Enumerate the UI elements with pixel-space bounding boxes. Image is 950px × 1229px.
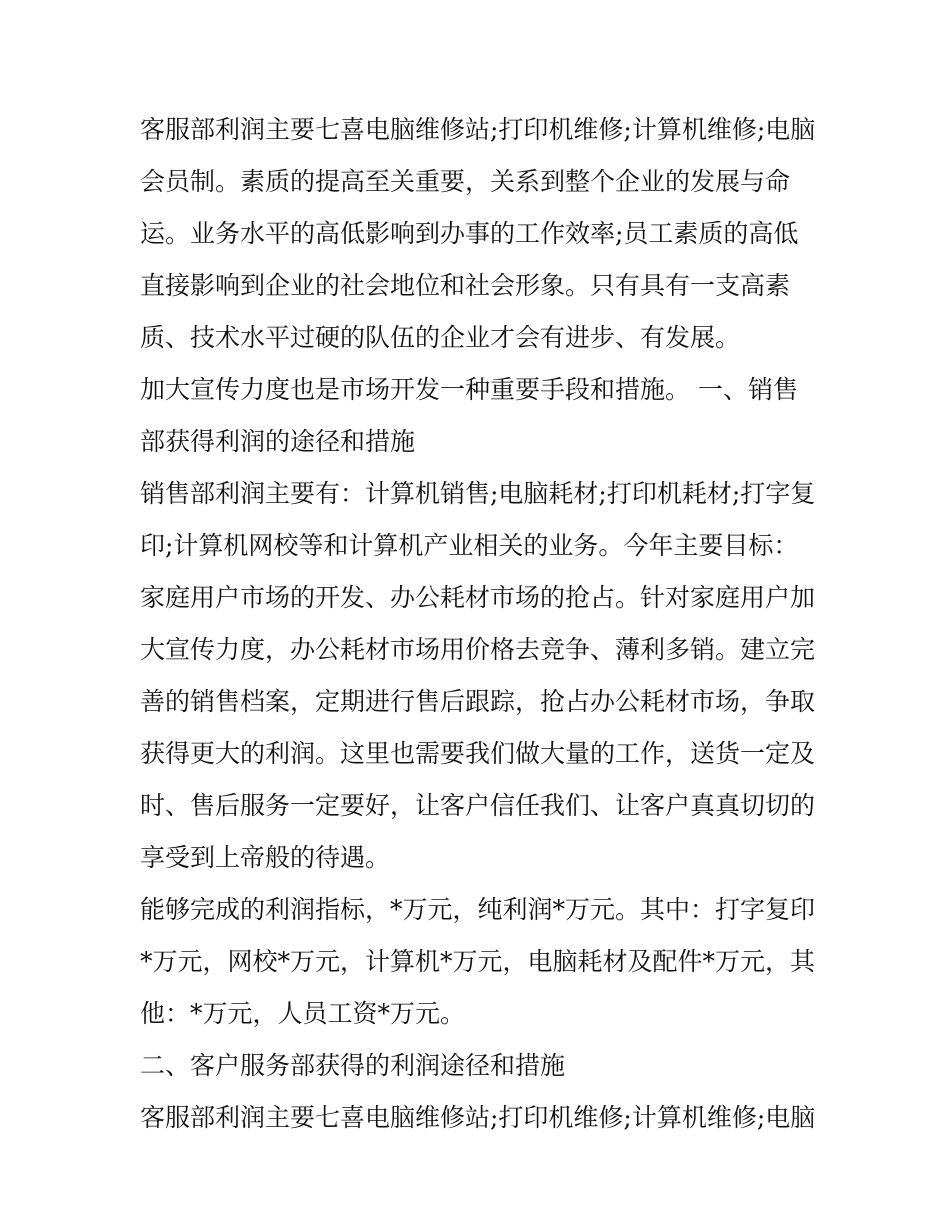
text-line-10: 家庭用户市场的开发、办公耗材市场的抢占。针对家庭用户加 <box>140 583 816 612</box>
text-line-5: 质、技术水平过硬的队伍的企业才会有进步、有发展。 <box>140 323 741 352</box>
text-line-12: 善的销售档案，定期进行售后跟踪，抢占办公耗材市场，争取 <box>140 687 816 716</box>
text-line-11: 大宣传力度，办公耗材市场用价格去竞争、薄利多销。建立完 <box>140 635 816 664</box>
text-line-14: 时、售后服务一定要好，让客户信任我们、让客户真真切切的 <box>140 791 816 820</box>
text-line-19: 二、客户服务部获得的利润途径和措施 <box>140 1051 566 1080</box>
text-line-3: 运。业务水平的高低影响到办事的工作效率;员工素质的高低 <box>140 219 799 248</box>
text-line-8: 销售部利润主要有：计算机销售;电脑耗材;打印机耗材;打字复 <box>140 479 816 508</box>
text-line-2: 会员制。素质的提高至关重要，关系到整个企业的发展与命 <box>140 167 791 196</box>
text-line-18: 他：*万元，人员工资*万元。 <box>140 999 466 1028</box>
text-line-9: 印;计算机网校等和计算机产业相关的业务。今年主要目标： <box>140 531 799 560</box>
text-line-1: 客服部利润主要七喜电脑维修站;打印机维修;计算机维修;电脑 <box>140 115 816 144</box>
text-line-13: 获得更大的利润。这里也需要我们做大量的工作，送货一定及 <box>140 739 816 768</box>
text-line-6: 加大宣传力度也是市场开发一种重要手段和措施。 一、销售 <box>140 375 798 404</box>
text-line-17: *万元，网校*万元，计算机*万元，电脑耗材及配件*万元，其 <box>140 947 816 976</box>
document-body <box>140 104 820 1144</box>
text-line-4: 直接影响到企业的社会地位和社会形象。只有具有一支高素 <box>140 271 791 300</box>
text-line-7: 部获得利润的途径和措施 <box>140 427 416 456</box>
text-line-20: 客服部利润主要七喜电脑维修站;打印机维修;计算机维修;电脑 <box>140 1103 816 1132</box>
text-line-15: 享受到上帝般的待遇。 <box>140 843 391 872</box>
text-line-16: 能够完成的利润指标，*万元，纯利润*万元。其中：打字复印 <box>140 895 816 924</box>
